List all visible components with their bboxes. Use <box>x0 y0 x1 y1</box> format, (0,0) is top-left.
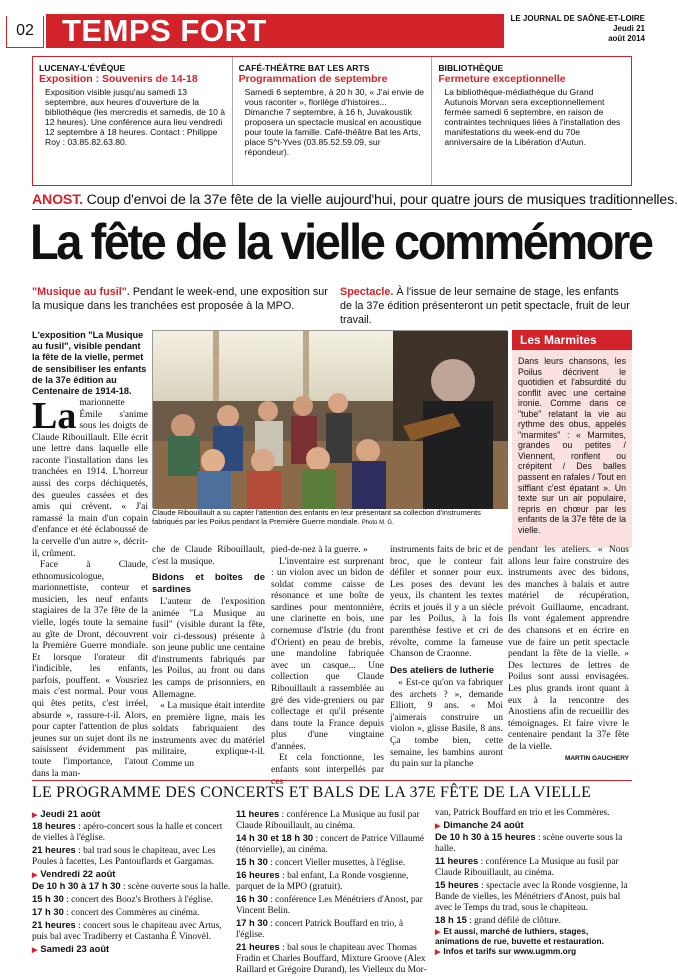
programme-event <box>236 893 430 917</box>
programme-note: ▶ Et aussi, marché de luthiers, stages, animations de rue, buvette et restauration. <box>435 927 633 947</box>
programme-day: ▶ Dimanche 24 août <box>435 819 633 831</box>
paragraph: marionnette Émile s'anime sous les doigts de Claude Ribouillault. Elle écrit une lettre dans laquelle elle raconte l'installation dans les tranchées en 1914. L'horreur aussi des corps déchiquetés, des gueules cassées et des amis qui crèvent. « J'ai ramassé la main d'un copain d'enfance et été éclaboussé de la cervelle d'un autre », décrit-il, crûment. <box>32 398 148 559</box>
event-text: van, Patrick Bouffard en trio et les Commères. <box>435 808 610 818</box>
kicker-tag: ANOST. <box>32 192 83 208</box>
info-body: La bibliothèque-médiathèque du Grand Autunois Morvan sera exceptionnellement fermée samedi 6 septembre, en raison de contraintes techniques liées à l'installation des manifestations du week-end du 70e anniversaire de la Libération d'Autun. <box>444 86 621 148</box>
info-place: LUCENAY-L'ÉVÊQUE <box>39 63 126 73</box>
programme-day: ▶ Jeudi 21 août <box>32 808 232 820</box>
paragraph: L'inventaire est surprenant : un violon avec un bidon de soldat comme caisse de résonance et une boîte de sardines pour mentonnière, une clarinette en bois, une cornemuse d'Istrie (du front d'Orient) en peau de brebis, une mandoline fabriquée avec un casque... Une collection que Claude Ribouillault a rassemblée au gré des vide-greniers ou par collectage et qu'il présente dans toute la France depuis plus d'une vingtaine d'années. <box>271 556 384 752</box>
event-text: : bal enfant, La Ronde vosgienne, parquet de la MPO (gratuit). <box>236 871 409 892</box>
programme-note: ▶ Infos et tarifs sur www.ugmm.org <box>435 947 633 957</box>
event-time: 16 heures <box>236 869 280 880</box>
article-column-1 <box>32 395 148 780</box>
info-body: Exposition visible jusqu'au samedi 13 septembre, aux heures d'ouverture de la bibliothèque (les mercredis et samedis, de 10 à 12 heures). Une conférence aura lieu vendredi 12 septembre à 18 heures. Contact : Philippe Roy : 03.85.82.63.80. <box>45 86 226 148</box>
programme-event <box>435 855 633 879</box>
programme-event <box>435 808 633 819</box>
teaser-spectacle <box>340 285 632 327</box>
event-text: : concert Patrick Bouffard en trio, à l'église. <box>236 919 403 940</box>
event-text: : bal trad sous le chapiteau, avec Les Poules à facettes, Les Pantouflards et Gargamas. <box>32 846 216 868</box>
programme-event <box>32 919 232 943</box>
programme-column-3 <box>435 808 633 957</box>
info-place: BIBLIOTHÈQUE <box>438 63 504 73</box>
event-time: 17 h 30 <box>236 917 268 928</box>
photo-illustration <box>153 331 508 509</box>
event-text: : concert des Booz's Brothers à l'église. <box>63 895 213 906</box>
event-text: : concert de Patrice Villaumé (ténorvielle), au cinéma. <box>236 834 425 855</box>
event-time: 21 heures <box>236 941 280 952</box>
paragraph: pied-de-nez à la guerre. » <box>271 545 368 555</box>
info-box <box>432 57 631 185</box>
event-time: 21 heures <box>32 919 76 931</box>
programme-title: LE PROGRAMME DES CONCERTS ET BALS DE LA 37E FÊTE DE LA VIELLE <box>32 784 592 801</box>
article-column-5 <box>508 545 629 762</box>
programme-event <box>236 869 430 893</box>
info-body: Samedi 6 septembre, à 20 h 30, « J'ai envie de vous raconter », florilège d'histoires... Dimanche 7 septembre, à 16 h, Juvakoustik proposera un spectacle musical en acoustique pour toute la famille. Café-théâtre Bat les Arts, place S^t-Yves (03.85.52.59.09, sur répondeur). <box>244 86 425 158</box>
paragraph: « La musique était interdite en première ligne, mais les soldats fabriquaient des instruments avec du matériel militaire, explique-t-il. Comme un <box>152 701 265 770</box>
event-time: 18 h 15 <box>435 914 467 926</box>
paragraph: instruments faits de bric et de broc, que le conteur fait défiler et sonner pour eux. Les poses des devant les yeux, ils chantent les textes écrits et joués il y a un siècle par les Poilus, à la fois parenthèse festive et cri de révolte, comme la fameuse Chanson de Craonne. <box>390 545 503 660</box>
event-text: : apéro-concert sous la halle et concert de vielles à l'église. <box>32 822 223 844</box>
event-time: 14 h 30 et 18 h 30 <box>236 832 314 843</box>
kicker <box>32 191 678 209</box>
headline: La fête de la vielle commémore <box>30 214 652 270</box>
paragraph: « Est-ce qu'on va fabriquer des archets ? », demande Elliott, 9 ans. « Moi j'aimerais construire un violon », glisse Basile, 8 ans. Ça tombe bien, cette semaine, les bambins auront du pain sur la planche <box>390 678 503 770</box>
page-header <box>0 0 657 52</box>
event-time: De 10 h 30 à 15 heures <box>435 831 536 843</box>
subheading: Des ateliers de lutherie <box>390 664 495 676</box>
info-place: CAFÉ-THÉÂTRE BAT LES ARTS <box>238 63 370 73</box>
event-text: : conférence La Musique au fusil par Claude Ribouillault, au cinéma. <box>435 857 619 879</box>
programme-day: ▶ Samedi 23 août <box>32 943 232 955</box>
article-intro: L'exposition "La Musique au fusil", visible pendant la fête de la vielle, permet de sensibiliser les enfants de la 37e édition au Centenaire de 1914-18. <box>32 330 147 397</box>
event-time: 15 heures <box>435 879 479 891</box>
event-text: : concert des Commères au cinéma. <box>63 908 200 919</box>
info-subtitle: Fermeture exceptionnelle <box>438 73 566 86</box>
programme-day: ▶ Vendredi 22 août <box>32 868 232 880</box>
photo-caption <box>152 508 508 528</box>
event-time: 16 h 30 <box>236 893 268 904</box>
paragraph: Et cela fonctionne, les enfants sont interpellés par ces <box>271 753 384 787</box>
teaser-text: À l'issue de leur semaine de stage, les enfants de la 37e édition présenteront un petit spectacle, fruit de leur travail. <box>340 286 630 326</box>
teaser-text: Pendant le week-end, une exposition sur la musique dans les tranchées est proposée à la MPO. <box>32 286 328 312</box>
event-time: 15 h 30 <box>236 856 268 867</box>
event-time: De 10 h 30 à 17 h 30 <box>32 880 121 892</box>
author-signature: MARTIN GAUCHERY <box>564 755 629 763</box>
programme-event <box>32 893 232 906</box>
publication-name: LE JOURNAL DE SAÔNE-ET-LOIRE <box>510 14 645 23</box>
sidebar-title: Les Marmites <box>512 330 632 350</box>
issue-date: août 2014 <box>608 34 645 43</box>
info-subtitle: Exposition : Souvenirs de 14-18 <box>39 73 198 86</box>
divider <box>32 780 632 781</box>
section-title: TEMPS FORT <box>62 13 267 48</box>
event-text: : scène ouverte sous la halle. <box>435 833 623 855</box>
event-time: 17 h 30 <box>32 906 64 918</box>
event-text: : grand défilé de clôture. <box>466 916 562 927</box>
issue-day: Jeudi 21 <box>612 24 645 33</box>
paragraph: Face à Claude, ethnomusicologue, marionnettiste, conteur et musicien, les neuf enfants stagiaires de la 37e fête de la vielle, logés toute la semaine au gîte de Dront, découvrent la Première Guerre mondiale. Et lorsque l'orateur dit l'indicible, les enfants, parfois, pouffent. « Vousriez mais c'est normal. Pour vous qui êtes petits, c'est irréel, absurde », rassure-t-il. Alors, pour capter l'attention de plus jeunes sur un sujet dont ils ne saisissent évidemment pas toute l'importance, l'atout dans la man- <box>32 560 148 779</box>
sidebar-body: Dans leurs chansons, les Poilus décrivent le quotidien et l'absurdité du conflit avec une certaine ironie. Comme dans ce "tube" relatant la vie au rythme des obus, appelés "marmites" : « Marmites, grandes ou petites / Viennent, ronflent ou crépitent / Des balles passent en rafales / Tout en sifflant c'est épatant ». Un texte sur un air populaire, repris en chœur par les enfants de la 37e fête de la vielle. <box>518 356 626 535</box>
paragraph: pendant les ateliers. « Nous allons leur faire construire des instruments avec des bidons, des manches à balais et autre matériel de récupération, prévoit Guillaume, encadrant. Ils vont également apprendre des chansons et en écrire en vue de faire un petit spectacle pendant la fête de la vielle. » Des lectures de lettres de Poilus sont aussi envisagées. Les plus grands iront quant à eux à la rencontre des Anostiens afin de recueillir des témoignages. Et faire vivre le centenaire pendant la 37e fête de la vielle. <box>508 545 629 752</box>
event-time: 21 heures <box>32 844 76 856</box>
event-text: : conférence Les Ménétriers d'Anost, par Vincent Belin. <box>236 895 423 916</box>
page-number: 02 <box>6 16 44 48</box>
event-time: 11 heures <box>236 808 280 819</box>
article-column-3 <box>271 545 384 788</box>
info-box <box>33 57 233 185</box>
programme-event <box>32 906 232 919</box>
caption-text: Claude Ribouillault a su capter l'attention des enfants en leur présentant sa collection d'instruments fabriqués par les Poilus pendant la Première Guerre mondiale. <box>152 508 481 526</box>
subheading: Bidons et boîtes de sardines <box>152 572 265 595</box>
programme-event <box>435 831 633 855</box>
event-time: 11 heures <box>435 855 479 867</box>
kicker-text: Coup d'envoi de la 37e fête de la vielle aujourd'hui, pour quatre jours de musiques traditionnelles. <box>82 192 678 208</box>
event-text: : concert sous le chapiteau avec Artus, puis bal avec Tradiberry et Castanha È Vinovèl. <box>32 921 222 943</box>
programme-column-2 <box>236 808 430 976</box>
info-boxes <box>32 56 632 186</box>
programme-event <box>32 844 232 868</box>
programme-event <box>236 917 430 941</box>
info-subtitle: Programmation de septembre <box>238 73 388 86</box>
divider <box>32 209 632 210</box>
teaser-musique <box>32 285 330 313</box>
programme-event <box>236 808 430 832</box>
dropcap: La <box>32 395 77 437</box>
masthead <box>510 14 645 44</box>
event-text: : scène ouverte sous la halle. <box>120 882 231 893</box>
programme-event <box>32 820 232 844</box>
photo-credit: Photo M. G. <box>361 520 394 526</box>
event-text: : bal sous le chapiteau avec Thomas Fradin et Charles Bouffard, Mixture Groove (Alex Raillard et Grégoire Durand), les Vielleux du Mor- <box>236 943 427 975</box>
paragraph: che de Claude Ribouillault, c'est la musique. <box>152 545 265 567</box>
teaser-lead: "Musique au fusil". <box>32 286 130 298</box>
info-box <box>233 57 433 185</box>
event-text: : conférence La Musique au fusil par Claude Ribouillault, au cinéma. <box>236 810 420 831</box>
teaser-lead: Spectacle. <box>340 286 394 298</box>
sidebar-box <box>512 330 632 548</box>
programme-column-1 <box>32 808 232 956</box>
programme-event <box>32 880 232 893</box>
programme-event <box>435 879 633 914</box>
programme-event <box>236 941 430 976</box>
article-column-4 <box>390 545 503 771</box>
event-text: : spectacle avec la Ronde vosgienne, la Bande de vielles, les Ménétriers d'Anost, puis bal avec le Temps du trad, sous le chapiteau. <box>435 881 628 914</box>
article-photo <box>152 330 507 508</box>
article-column-2 <box>152 545 265 771</box>
event-time: 18 heures <box>32 820 76 832</box>
event-time: 15 h 30 <box>32 893 64 905</box>
programme-event <box>236 856 430 869</box>
event-text: : concert Vieller musettes, à l'église. <box>267 858 406 868</box>
paragraph: L'auteur de l'exposition animée "La Musique au fusil" (visible durant la fête, voir ci-dessous) présente à son jeune public une centaine d'instruments fabriqués par les Poilus, au front ou dans les camps de prisonniers, en Allemagne. <box>152 596 265 700</box>
programme-event <box>236 832 430 856</box>
